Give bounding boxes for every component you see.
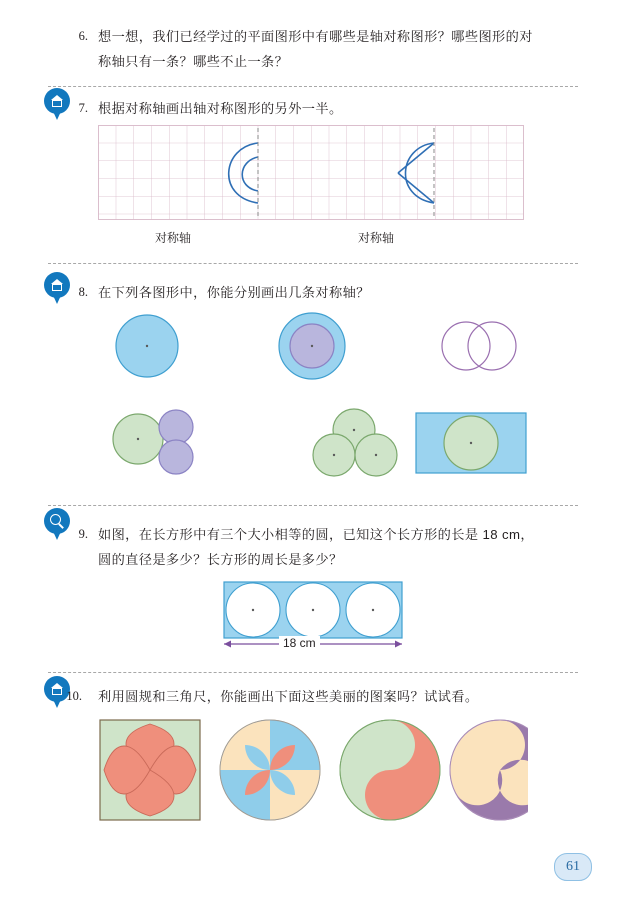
- label-rectangle-length: 18 cm: [279, 636, 320, 650]
- divider-1: [48, 86, 578, 87]
- caption-axis-left: 对称轴: [155, 231, 192, 245]
- figure-shapes-row-1: [100, 310, 520, 382]
- item-text-9-line-1: 如图，在长方形中有三个大小相等的圆，已知这个长方形的长是 18 cm，: [98, 527, 535, 542]
- divider-4: [48, 672, 578, 673]
- item-text-6-line-1: 想一想，我们已经学过的平面图形中有哪些是轴对称图形？哪些图形的对: [98, 29, 533, 44]
- item-number-7: 7.: [78, 101, 88, 115]
- divider-3: [48, 505, 578, 506]
- figure-shapes-row-2: [100, 405, 530, 480]
- page-number: 61: [554, 853, 592, 881]
- item-number-10: 10.: [66, 689, 82, 703]
- item-text-6-line-2: 称轴只有一条？哪些不止一条？: [98, 54, 289, 69]
- item-text-8: 在下列各图形中，你能分别画出几条对称轴？: [98, 285, 370, 300]
- figure-symmetry-grid: [98, 125, 524, 220]
- item-number-8: 8.: [78, 285, 88, 299]
- item-text-9-line-2: 圆的直径是多少？长方形的周长是多少？: [98, 552, 343, 567]
- item-text-7: 根据对称轴画出轴对称图形的另外一半。: [98, 101, 343, 116]
- figure-patterns-row: [98, 718, 528, 823]
- caption-axis-right: 对称轴: [358, 231, 395, 245]
- divider-2: [48, 263, 578, 264]
- item-number-6: 6.: [78, 29, 88, 43]
- item-text-10: 利用圆规和三角尺，你能画出下面这些美丽的图案吗？试试看。: [98, 689, 479, 704]
- item-number-9: 9.: [78, 527, 88, 541]
